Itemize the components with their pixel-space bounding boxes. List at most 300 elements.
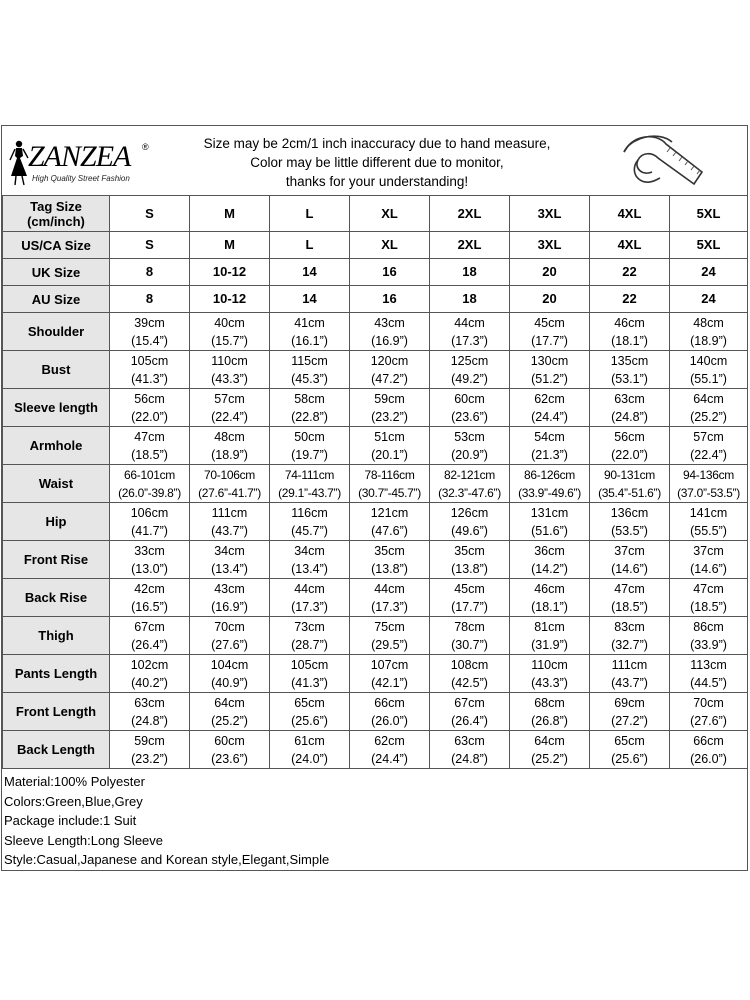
value-inch: (24.4”) [531,409,568,424]
value-cm: 44cm [294,581,325,596]
value-cm: 66cm [693,733,724,748]
value-inch: (17.7”) [451,599,488,614]
value-inch: (14.6”) [611,561,648,576]
measurement-row [3,655,748,693]
value-cm: 60cm [454,391,485,406]
row-header: Back Length [3,731,110,769]
measurement-cell [670,617,748,655]
measurement-cell [270,389,350,427]
measurement-cell [430,389,510,427]
size-chart-sheet [1,125,748,871]
value-cm: 37cm [693,543,724,558]
size-header-row [3,232,748,259]
measurement-cell [430,693,510,731]
value-cm: 105cm [290,657,329,672]
measurement-cell [590,579,670,617]
value-cm: 70-106cm [204,467,255,482]
value-inch: (18.5”) [131,447,168,462]
value-inch: (18.9”) [690,333,727,348]
measurement-cell [350,693,430,731]
row-header: Hip [3,503,110,541]
value-inch: (22.0”) [131,409,168,424]
value-inch: (25.6”) [291,713,328,728]
value-inch: (13.8”) [451,561,488,576]
measurement-cell [430,465,510,503]
value-inch: (31.9”) [531,637,568,652]
note-colors: Colors:Green,Blue,Grey [4,793,143,809]
measurement-cell [110,731,190,769]
measurement-row [3,313,748,351]
value-inch: (26.0”-39.8”) [118,485,181,500]
value-inch: (55.1”) [690,371,727,386]
size-cell: XL [350,196,430,232]
value-cm: 120cm [370,353,409,368]
value-cm: 41cm [294,315,325,330]
measurement-cell [590,617,670,655]
value-inch: (17.3”) [451,333,488,348]
value-inch: (24.0”) [291,751,328,766]
value-cm: 75cm [374,619,405,634]
brand-name: ZANZEA [28,140,131,173]
measurement-cell [670,389,748,427]
value-inch: (20.1”) [371,447,408,462]
measurement-notice [172,134,582,191]
note-style: Style:Casual,Japanese and Korean style,Elegant,Simple [4,852,330,867]
row-header: Armhole [3,427,110,465]
value-cm: 56cm [134,391,165,406]
value-inch: (24.8”) [611,409,648,424]
registered-mark: ® [142,142,149,152]
value-cm: 82-121cm [444,467,495,482]
value-cm: 50cm [294,429,325,444]
value-cm: 45cm [454,581,485,596]
measurement-cell [590,655,670,693]
size-cell: 22 [590,259,670,286]
value-inch: (40.9”) [211,675,248,690]
measurement-cell [270,731,350,769]
measurement-cell [510,693,590,731]
value-cm: 94-136cm [683,467,734,482]
value-cm: 64cm [693,391,724,406]
notice-line: Color may be little different due to monitor, [250,155,504,170]
measurement-cell [190,465,270,503]
measurement-cell [190,655,270,693]
value-cm: 63cm [454,733,485,748]
measurement-cell [670,731,748,769]
value-cm: 111cm [611,657,648,672]
value-inch: (13.0”) [131,561,168,576]
measurement-cell [110,389,190,427]
measurement-cell [270,465,350,503]
value-cm: 34cm [294,543,325,558]
row-header: Tag Size (cm/inch) [3,196,110,232]
measurement-cell [190,389,270,427]
value-inch: (49.2”) [451,371,488,386]
measurement-cell [510,617,590,655]
value-inch: (23.6”) [211,751,248,766]
value-cm: 58cm [294,391,325,406]
value-inch: (22.0”) [611,447,648,462]
measurement-cell [430,313,510,351]
value-inch: (24.8”) [131,713,168,728]
measurement-cell [510,389,590,427]
value-inch: (14.2”) [531,561,568,576]
measurement-row [3,351,748,389]
measurement-cell [350,503,430,541]
measurement-cell [190,579,270,617]
value-inch: (45.3”) [291,371,328,386]
value-inch: (27.6”) [211,637,248,652]
size-header-row [3,196,748,232]
row-header: Shoulder [3,313,110,351]
measurement-cell [110,617,190,655]
measurement-cell [510,579,590,617]
value-inch: (23.2”) [131,751,168,766]
value-cm: 115cm [291,353,328,368]
value-inch: (26.8”) [531,713,568,728]
chart-header [2,126,747,196]
value-inch: (18.1”) [531,599,568,614]
size-cell: 16 [350,259,430,286]
measurement-cell [430,655,510,693]
measurement-cell [270,541,350,579]
value-inch: (30.7”) [451,637,488,652]
value-cm: 135cm [610,353,649,368]
value-cm: 74-111cm [284,467,335,482]
value-inch: (51.6”) [531,523,568,538]
measurement-cell [670,313,748,351]
value-inch: (24.4”) [371,751,408,766]
value-inch: (41.3”) [291,675,328,690]
value-cm: 110cm [531,657,568,672]
size-table [2,195,748,769]
value-cm: 65cm [614,733,645,748]
value-cm: 78-116cm [364,467,415,482]
value-cm: 46cm [534,581,565,596]
value-cm: 35cm [454,543,485,558]
measurement-row [3,389,748,427]
value-cm: 66cm [374,695,405,710]
value-inch: (49.6”) [451,523,488,538]
measurement-cell [190,693,270,731]
value-inch: (37.0”-53.5”) [677,485,740,500]
measurement-row [3,427,748,465]
value-cm: 73cm [294,619,325,634]
measurement-row [3,731,748,769]
measurement-cell [350,351,430,389]
measurement-cell [430,617,510,655]
measurement-cell [190,731,270,769]
value-inch: (13.4”) [211,561,248,576]
note-material: Material:100% Polyester [4,774,145,789]
measurement-cell [270,617,350,655]
value-cm: 47cm [134,429,165,444]
measurement-cell [590,731,670,769]
row-header: Front Length [3,693,110,731]
measurement-cell [350,617,430,655]
value-cm: 67cm [454,695,485,710]
measurement-cell [430,351,510,389]
value-cm: 70cm [693,695,724,710]
measurement-cell [670,465,748,503]
value-cm: 42cm [134,581,165,596]
value-cm: 44cm [454,315,485,330]
measurement-cell [590,465,670,503]
value-inch: (32.3”-47.6”) [438,485,501,500]
size-cell: XL [350,232,430,259]
value-cm: 105cm [130,353,169,368]
value-inch: (26.0”) [690,751,727,766]
value-cm: 86-126cm [524,467,575,482]
size-cell: L [270,232,350,259]
measurement-cell [670,579,748,617]
value-cm: 54cm [534,429,565,444]
value-cm: 33cm [134,543,165,558]
value-inch: (27.2”) [611,713,648,728]
measurement-cell [270,693,350,731]
size-cell: 3XL [510,196,590,232]
value-inch: (17.3”) [291,599,328,614]
value-cm: 45cm [534,315,565,330]
value-inch: (18.5”) [690,599,727,614]
value-inch: (43.7”) [211,523,248,538]
value-cm: 107cm [370,657,409,672]
measurement-cell [190,541,270,579]
value-cm: 111cm [211,505,248,520]
value-cm: 57cm [214,391,245,406]
value-inch: (24.8”) [451,751,488,766]
measurement-cell [590,503,670,541]
size-cell: 10-12 [190,259,270,286]
value-inch: (17.7”) [531,333,568,348]
value-cm: 110cm [211,353,248,368]
value-cm: 102cm [130,657,169,672]
value-cm: 121cm [370,505,409,520]
measurement-cell [670,503,748,541]
note-package: Package include:1 Suit [4,813,137,828]
measurement-row [3,617,748,655]
value-inch: (26.4”) [131,637,168,652]
measurement-cell [590,351,670,389]
measurement-cell [110,427,190,465]
measurement-cell [270,351,350,389]
value-inch: (45.7”) [291,523,328,538]
measurement-row [3,503,748,541]
value-inch: (18.5”) [611,599,648,614]
value-cm: 125cm [450,353,489,368]
value-cm: 68cm [534,695,565,710]
measurement-cell [670,693,748,731]
measurement-cell [670,427,748,465]
measurement-cell [350,313,430,351]
measurement-cell [510,655,590,693]
measurement-cell [590,693,670,731]
value-cm: 141cm [689,505,728,520]
value-inch: (47.2”) [371,371,408,386]
value-cm: 47cm [693,581,724,596]
value-inch: (25.2”) [211,713,248,728]
size-cell: 5XL [670,232,748,259]
value-cm: 81cm [534,619,565,634]
size-cell: 24 [670,286,748,313]
value-cm: 66-101cm [124,467,175,482]
size-cell: 4XL [590,232,670,259]
row-header: UK Size [3,259,110,286]
value-inch: (16.9”) [211,599,248,614]
value-inch: (15.7”) [211,333,248,348]
value-cm: 62cm [374,733,405,748]
value-cm: 59cm [374,391,405,406]
measurement-cell [590,541,670,579]
measurement-row [3,465,748,503]
value-inch: (25.2”) [531,751,568,766]
measurement-cell [510,313,590,351]
size-cell: 22 [590,286,670,313]
value-cm: 57cm [693,429,724,444]
measurement-cell [110,655,190,693]
value-inch: (22.4”) [690,447,727,462]
measurement-cell [270,313,350,351]
value-cm: 113cm [690,657,727,672]
value-inch: (33.9”-49.6”) [518,485,581,500]
value-inch: (25.6”) [611,751,648,766]
value-cm: 53cm [454,429,485,444]
measurement-cell [430,503,510,541]
measurement-cell [350,731,430,769]
value-inch: (21.3”) [531,447,568,462]
value-inch: (55.5”) [690,523,727,538]
measurement-cell [350,427,430,465]
value-cm: 63cm [614,391,645,406]
value-inch: (35.4”-51.6”) [598,485,661,500]
size-cell: 10-12 [190,286,270,313]
value-cm: 48cm [693,315,724,330]
measurement-cell [510,541,590,579]
value-cm: 51cm [374,429,405,444]
measurement-cell [350,465,430,503]
measurement-cell [590,313,670,351]
size-cell: 8 [110,259,190,286]
value-inch: (20.9”) [451,447,488,462]
measurement-cell [670,541,748,579]
size-cell: 3XL [510,232,590,259]
size-cell: 24 [670,259,748,286]
measurement-cell [350,655,430,693]
product-notes [4,772,744,870]
value-inch: (33.9”) [690,637,727,652]
row-header: Back Rise [3,579,110,617]
value-inch: (53.5”) [611,523,648,538]
measurement-row [3,693,748,731]
brand-tagline: High Quality Street Fashion [32,174,130,183]
size-cell: 14 [270,259,350,286]
size-cell: 8 [110,286,190,313]
size-cell: 5XL [670,196,748,232]
measurement-cell [590,427,670,465]
row-header: Bust [3,351,110,389]
value-inch: (51.2”) [531,371,568,386]
value-cm: 104cm [210,657,249,672]
value-cm: 108cm [450,657,489,672]
measurement-cell [350,389,430,427]
value-cm: 35cm [374,543,405,558]
measurement-cell [110,579,190,617]
measurement-cell [670,655,748,693]
value-inch: (18.9”) [211,447,248,462]
measurement-row [3,541,748,579]
value-cm: 48cm [214,429,245,444]
note-sleeve-length: Sleeve Length:Long Sleeve [4,832,164,848]
notice-line: thanks for your understanding! [285,174,469,189]
measurement-cell [670,351,748,389]
size-cell: 4XL [590,196,670,232]
measurement-cell [590,389,670,427]
measurement-cell [510,465,590,503]
value-inch: (15.4”) [131,333,168,348]
value-cm: 83cm [614,619,645,634]
size-header-row [3,259,748,286]
value-cm: 59cm [134,733,165,748]
value-inch: (18.1”) [611,333,648,348]
measurement-cell [430,579,510,617]
value-cm: 106cm [130,505,169,520]
measurement-cell [190,617,270,655]
value-cm: 43cm [214,581,245,596]
value-inch: (16.9”) [371,333,408,348]
value-inch: (16.5”) [131,599,168,614]
size-cell: 16 [350,286,430,313]
value-inch: (13.8”) [371,561,408,576]
value-inch: (17.3”) [371,599,408,614]
value-cm: 40cm [214,315,245,330]
value-inch: (22.4”) [211,409,248,424]
measurement-cell [350,579,430,617]
measuring-tape-icon [618,132,708,190]
value-cm: 39cm [134,315,165,330]
notice-line: Size may be 2cm/1 inch inaccuracy due to hand measure, [203,136,551,151]
value-inch: (27.6”) [690,713,727,728]
row-header: AU Size [3,286,110,313]
value-inch: (30.7”-45.7”) [358,485,421,500]
value-inch: (40.2”) [131,675,168,690]
value-inch: (14.6”) [690,561,727,576]
size-cell: 20 [510,286,590,313]
value-inch: (43.3”) [211,371,248,386]
value-cm: 64cm [534,733,565,748]
measurement-cell [270,427,350,465]
value-inch: (16.1”) [291,333,328,348]
value-cm: 78cm [454,619,485,634]
size-cell: 20 [510,259,590,286]
value-inch: (26.0”) [371,713,408,728]
value-cm: 126cm [450,505,489,520]
size-cell: 2XL [430,232,510,259]
value-cm: 70cm [214,619,245,634]
measurement-cell [430,427,510,465]
value-cm: 36cm [534,543,565,558]
value-inch: (32.7”) [611,637,648,652]
measurement-cell [510,427,590,465]
value-cm: 116cm [291,505,328,520]
value-cm: 34cm [214,543,245,558]
measurement-cell [350,541,430,579]
row-header: Front Rise [3,541,110,579]
value-inch: (53.1”) [611,371,648,386]
value-inch: (19.7”) [291,447,328,462]
measurement-cell [190,313,270,351]
measurement-cell [110,541,190,579]
size-cell: L [270,196,350,232]
